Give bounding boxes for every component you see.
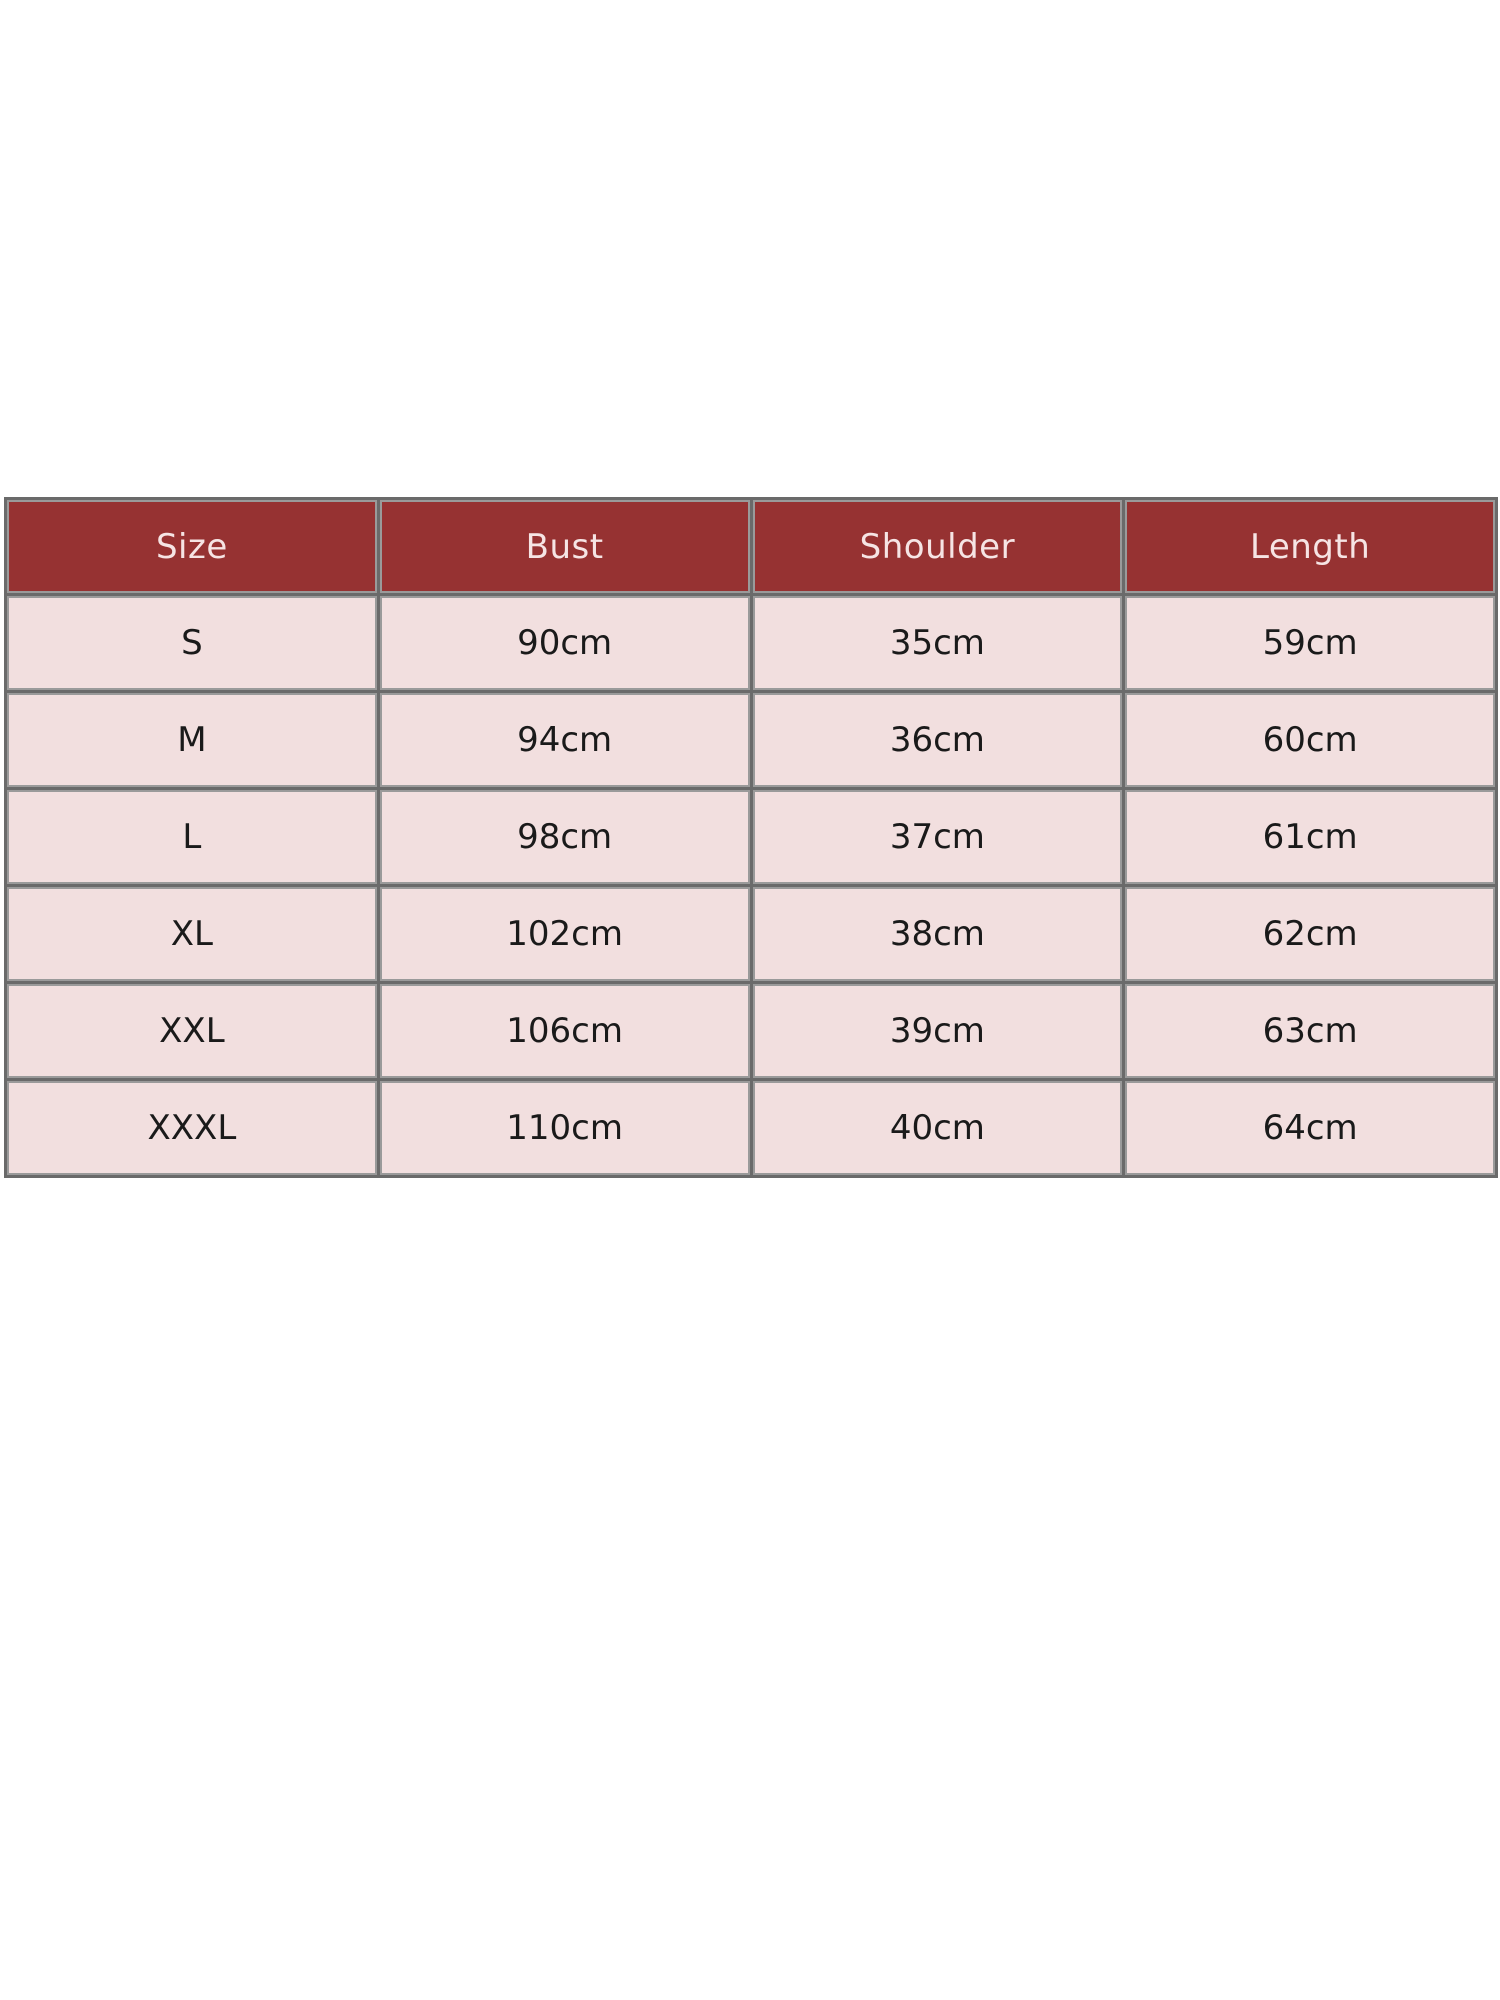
- table-row: [7, 1081, 1495, 1175]
- cell-length: 60cm: [1125, 693, 1495, 787]
- cell-shoulder: 36cm: [753, 693, 1123, 787]
- cell-shoulder: 37cm: [753, 790, 1123, 884]
- cell-size: XXL: [7, 984, 377, 1078]
- size-chart-table: [4, 497, 1498, 1178]
- cell-size: L: [7, 790, 377, 884]
- cell-size: S: [7, 596, 377, 690]
- cell-shoulder: 38cm: [753, 887, 1123, 981]
- cell-bust: 102cm: [380, 887, 750, 981]
- table-row: [7, 693, 1495, 787]
- cell-bust: 106cm: [380, 984, 750, 1078]
- cell-bust: 94cm: [380, 693, 750, 787]
- header-bust: Bust: [380, 500, 750, 593]
- table-row: [7, 887, 1495, 981]
- header-row: [7, 500, 1495, 593]
- cell-shoulder: 39cm: [753, 984, 1123, 1078]
- cell-size: M: [7, 693, 377, 787]
- table-row: [7, 984, 1495, 1078]
- cell-size: XL: [7, 887, 377, 981]
- cell-bust: 90cm: [380, 596, 750, 690]
- table-row: [7, 596, 1495, 690]
- cell-shoulder: 40cm: [753, 1081, 1123, 1175]
- table-body: [7, 596, 1495, 1175]
- cell-bust: 110cm: [380, 1081, 750, 1175]
- table-row: [7, 790, 1495, 884]
- cell-shoulder: 35cm: [753, 596, 1123, 690]
- header-size: Size: [7, 500, 377, 593]
- cell-length: 62cm: [1125, 887, 1495, 981]
- header-length: Length: [1125, 500, 1495, 593]
- table-header: [7, 500, 1495, 593]
- cell-length: 64cm: [1125, 1081, 1495, 1175]
- cell-length: 63cm: [1125, 984, 1495, 1078]
- cell-length: 59cm: [1125, 596, 1495, 690]
- header-shoulder: Shoulder: [753, 500, 1123, 593]
- cell-bust: 98cm: [380, 790, 750, 884]
- cell-length: 61cm: [1125, 790, 1495, 884]
- cell-size: XXXL: [7, 1081, 377, 1175]
